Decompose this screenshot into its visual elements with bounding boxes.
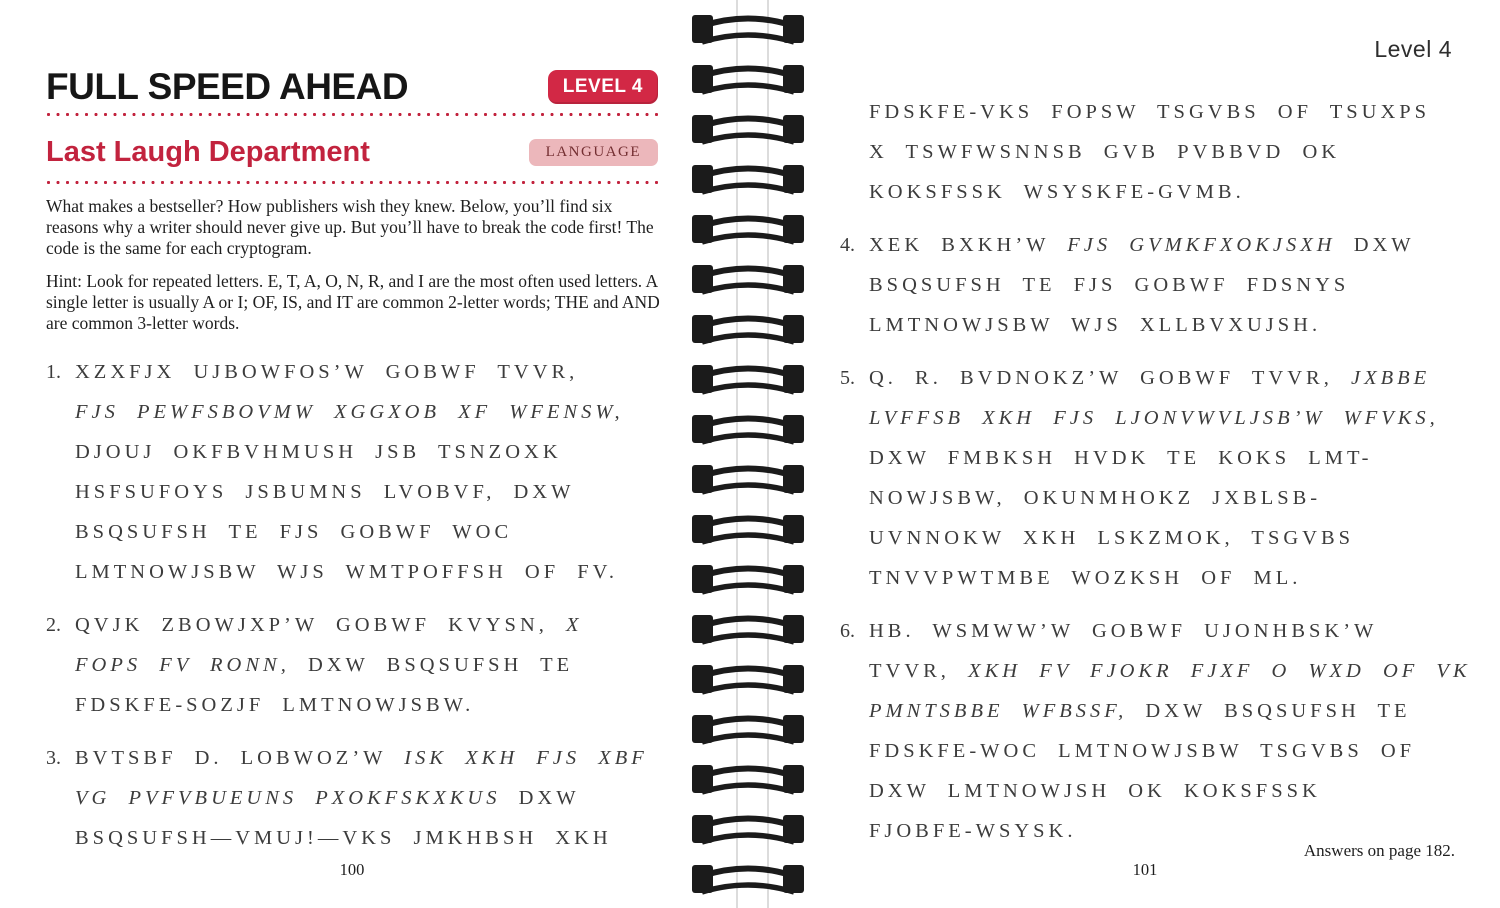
cryptogram-line: VG PVFVBUEUNS PXOKFSKXKUS DXW bbox=[75, 787, 580, 809]
cryptogram-line: LMTNOWJSBW WJS WMTPOFFSH OF FV. bbox=[75, 561, 618, 583]
spiral-coil-icon bbox=[692, 160, 804, 198]
cryptogram-line: DXW FMBKSH HVDK TE KOKS LMT- bbox=[869, 447, 1373, 469]
spiral-coil-icon bbox=[692, 560, 804, 598]
cryptogram-line: FJS PEWFSBOVMW XGGXOB XF WFENSW, bbox=[75, 401, 624, 423]
level-badge: LEVEL 4 bbox=[548, 70, 658, 104]
cryptogram-line: TNVVPWTMBE WOZKSH OF ML. bbox=[869, 567, 1302, 589]
spiral-coil-icon bbox=[692, 760, 804, 798]
spiral-coil-icon bbox=[692, 110, 804, 148]
spiral-coil-icon bbox=[692, 310, 804, 348]
cryptogram-puzzle bbox=[46, 738, 667, 858]
cryptogram-line: XEK BXKH’W FJS GVMKFXOKJSXH DXW bbox=[869, 234, 1415, 256]
hint-paragraph: Hint: Look for repeated letters. E, T, A, O, N, R, and I are the most often used letters. A single letter is usually A or I; OF, IS, and IT are common 2-letter words; THE and AND are common 3-letter words. bbox=[46, 271, 660, 333]
spiral-binding bbox=[692, 0, 804, 908]
section-title: Last Laugh Department bbox=[46, 136, 370, 168]
cryptogram-line: LMTNOWJSBW WJS XLLBVXUJSH. bbox=[869, 314, 1322, 336]
level-header: Level 4 bbox=[1374, 36, 1452, 62]
spiral-coil-icon bbox=[692, 260, 804, 298]
puzzle-number: 2. bbox=[46, 614, 61, 636]
cryptogram-puzzle bbox=[46, 605, 667, 725]
cryptogram-line: FJOBFE-WSYSK. bbox=[869, 820, 1077, 842]
spiral-coil-icon bbox=[692, 360, 804, 398]
spiral-coil-icon bbox=[692, 510, 804, 548]
puzzle-number: 1. bbox=[46, 361, 61, 383]
cryptogram-line: DJOUJ OKFBVHMUSH JSB TSNZOXK bbox=[75, 441, 562, 463]
cryptogram-puzzle bbox=[869, 92, 1473, 212]
cryptogram-puzzle bbox=[46, 352, 667, 592]
cryptogram-line: BVTSBF D. LOBWOZ’W ISK XKH FJS XBF bbox=[75, 747, 648, 769]
cryptogram-list-left bbox=[46, 352, 667, 871]
intro-paragraph: What makes a bestseller? How publishers wish they knew. Below, you’ll find six reasons why a writer should never give up. But you’ll have to break the code first! The code is the same for each cryptogram. bbox=[46, 196, 654, 258]
spiral-coil-icon bbox=[692, 210, 804, 248]
dotted-rule bbox=[46, 180, 658, 185]
spiral-coil-icon bbox=[692, 660, 804, 698]
cryptogram-line: Q. R. BVDNOKZ’W GOBWF TVVR, JXBBE bbox=[869, 367, 1431, 389]
puzzle-number: 4. bbox=[840, 234, 855, 256]
language-badge: LANGUAGE bbox=[529, 139, 658, 166]
spiral-coil-icon bbox=[692, 460, 804, 498]
page-number: 100 bbox=[339, 860, 365, 879]
left-page bbox=[0, 0, 695, 908]
cryptogram-line: FOPS FV RONN, DXW BSQSUFSH TE bbox=[75, 654, 574, 676]
cryptogram-line: HB. WSMWW’W GOBWF UJONHBSK’W bbox=[869, 620, 1378, 642]
section-header bbox=[46, 136, 658, 169]
cryptogram-line: BSQSUFSH TE FJS GOBWF WOC bbox=[75, 521, 513, 543]
spiral-coil-icon bbox=[692, 60, 804, 98]
cryptogram-line: DXW LMTNOWJSH OK KOKSFSSK bbox=[869, 780, 1321, 802]
puzzle-number: 5. bbox=[840, 367, 855, 389]
cryptogram-line: BSQSUFSH—VMUJ!—VKS JMKHBSH XKH bbox=[75, 827, 612, 849]
spiral-coil-icon bbox=[692, 860, 804, 898]
spiral-coil-icon bbox=[692, 410, 804, 448]
cryptogram-puzzle bbox=[840, 358, 1473, 598]
cryptogram-line: BSQSUFSH TE FJS GOBWF FDSNYS bbox=[869, 274, 1350, 296]
spiral-coil-icon bbox=[692, 10, 804, 48]
cryptogram-line: XZXFJX UJBOWFOS’W GOBWF TVVR, bbox=[75, 361, 579, 383]
cryptogram-line: X TSWFWSNNSB GVB PVBBVD OK bbox=[869, 141, 1341, 163]
answers-note: Answers on page 182. bbox=[1303, 841, 1455, 860]
right-page bbox=[815, 0, 1500, 908]
cryptogram-puzzle bbox=[840, 611, 1473, 851]
cryptogram-line: FDSKFE-SOZJF LMTNOWJSBW. bbox=[75, 694, 475, 716]
puzzle-number: 6. bbox=[840, 620, 855, 642]
cryptogram-line: TVVR, XKH FV FJOKR FJXF O WXD OF VK bbox=[869, 660, 1471, 682]
cryptogram-line: NOWJSBW, OKUNMHOKZ JXBLSB- bbox=[869, 487, 1322, 509]
spiral-coil-icon bbox=[692, 710, 804, 748]
cryptogram-list-right bbox=[840, 92, 1473, 864]
spiral-coil-icon bbox=[692, 610, 804, 648]
cryptogram-line: UVNNOKW XKH LSKZMOK, TSGVBS bbox=[869, 527, 1355, 549]
dotted-rule bbox=[46, 112, 658, 117]
cryptogram-line: FDSKFE-VKS FOPSW TSGVBS OF TSUXPS bbox=[869, 101, 1431, 123]
puzzle-number: 3. bbox=[46, 747, 61, 769]
cryptogram-line: FDSKFE-WOC LMTNOWJSBW TSGVBS OF bbox=[869, 740, 1416, 762]
spiral-coil-icon bbox=[692, 810, 804, 848]
cryptogram-line: QVJK ZBOWJXP’W GOBWF KVYSN, X bbox=[75, 614, 583, 636]
cryptogram-line: PMNTSBBE WFBSSF, DXW BSQSUFSH TE bbox=[869, 700, 1411, 722]
left-page-header bbox=[46, 66, 658, 108]
page-number: 101 bbox=[1132, 860, 1158, 879]
cryptogram-line: HSFSUFOYS JSBUMNS LVOBVF, DXW bbox=[75, 481, 575, 503]
cryptogram-line: LVFFSB XKH FJS LJONVWVLJSB’W WFVKS, bbox=[869, 407, 1439, 429]
cryptogram-puzzle bbox=[840, 225, 1473, 345]
cryptogram-line: KOKSFSSK WSYSKFE-GVMB. bbox=[869, 181, 1245, 203]
page-title: FULL SPEED AHEAD bbox=[46, 66, 409, 107]
